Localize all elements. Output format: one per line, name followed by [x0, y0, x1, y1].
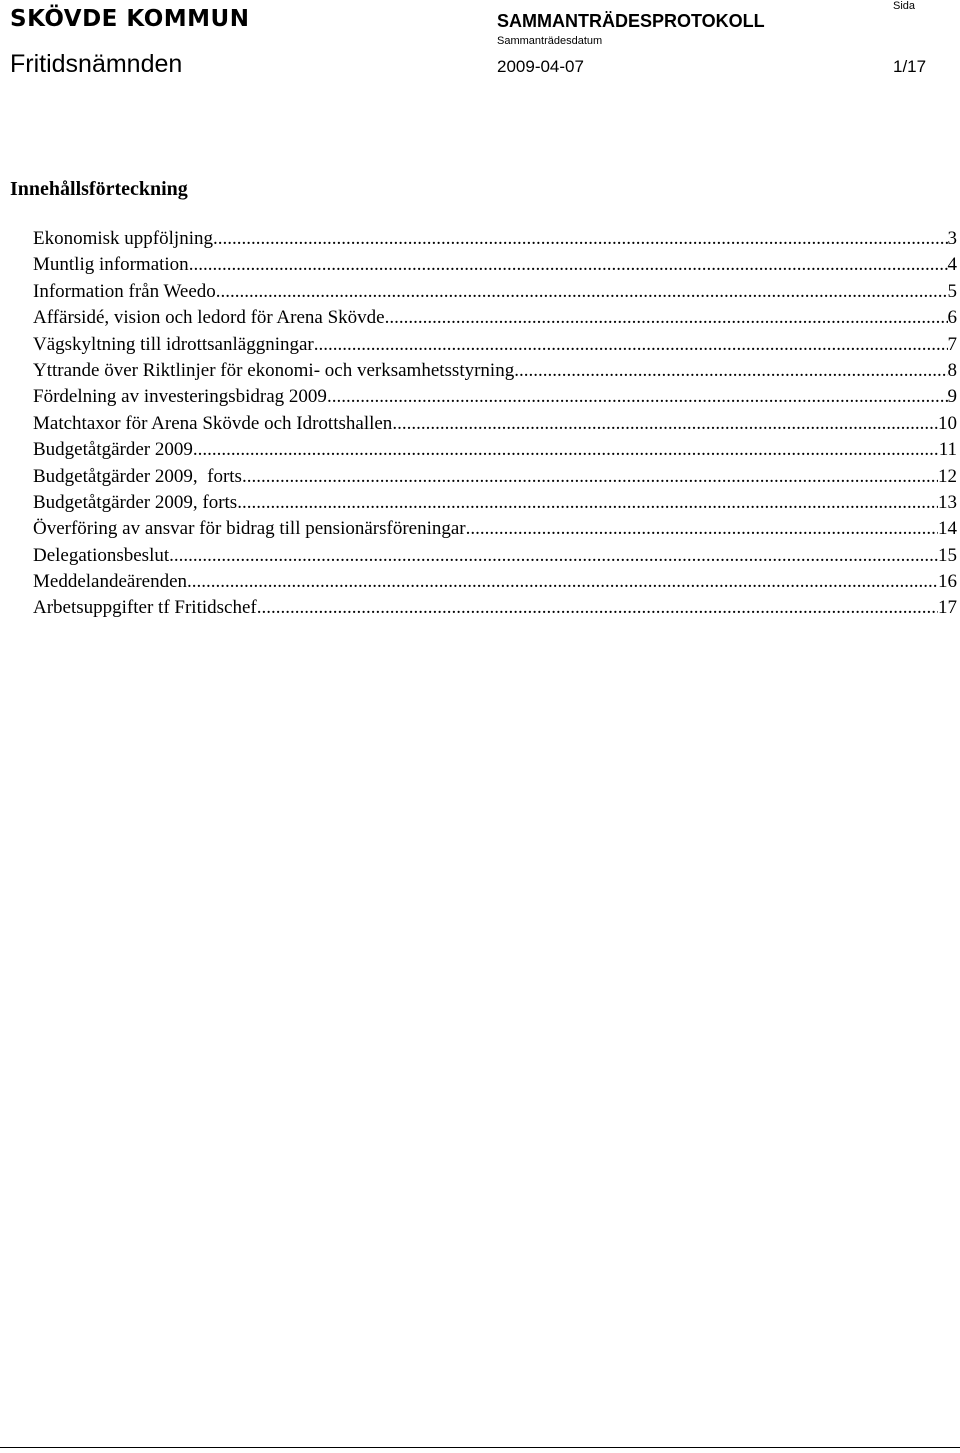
toc-dot-leader [242, 490, 938, 516]
toc-entry-page: 4 [947, 254, 957, 276]
toc-dot-leader [193, 437, 939, 463]
toc-entry[interactable] [33, 543, 957, 569]
toc-entry[interactable] [33, 411, 957, 437]
meeting-date-label: Sammanträdesdatum [497, 35, 603, 47]
toc-entry-page: 9 [947, 386, 957, 408]
toc-dot-leader [189, 252, 948, 278]
toc-dot-leader [213, 226, 948, 252]
toc-entry-title: Meddelandeärenden [33, 571, 188, 593]
toc-dot-leader [514, 358, 947, 384]
toc-entry-title: Arbetsuppgifter tf Fritidschef [33, 597, 257, 619]
toc-entry[interactable] [33, 464, 957, 490]
table-of-contents [33, 226, 957, 622]
toc-entry[interactable] [33, 490, 957, 516]
toc-entry-page: 13 [938, 491, 957, 513]
toc-entry-page: 12 [938, 465, 957, 487]
toc-entry-title: Delegationsbeslut [33, 544, 170, 566]
toc-entry[interactable] [33, 569, 957, 595]
toc-dot-leader [247, 464, 938, 490]
toc-entry-page: 8 [947, 359, 957, 381]
toc-entry-page: 6 [947, 307, 957, 329]
toc-entry-title: Vägskyltning till idrottsanläggningar [33, 333, 314, 355]
toc-entry-page: 16 [938, 571, 957, 593]
toc-entry[interactable] [33, 332, 957, 358]
toc-entry-page: 7 [947, 333, 957, 355]
toc-entry-title: Matchtaxor för Arena Skövde och Idrottshallen [33, 412, 393, 434]
toc-entry-page: 14 [938, 518, 957, 540]
toc-entry[interactable] [33, 384, 957, 410]
toc-dot-leader [385, 305, 948, 331]
committee-name: Fritidsnämnden [10, 50, 183, 78]
toc-dot-leader [392, 411, 938, 437]
organization-logo: SKÖVDE KOMMUN [10, 6, 250, 32]
toc-entry-title: Budgetåtgärder 2009, forts. [33, 491, 242, 513]
toc-entry[interactable] [33, 305, 957, 331]
page-label: Sida [893, 0, 916, 12]
toc-entry-page: 3 [947, 228, 957, 249]
toc-entry[interactable] [33, 226, 957, 252]
toc-entry-title: Budgetåtgärder 2009 [33, 439, 193, 461]
toc-entry-title: Ekonomisk uppföljning [33, 228, 213, 249]
toc-dot-leader [257, 595, 938, 621]
toc-entry-title: Yttrande över Riktlinjer för ekonomi- och verksamhetsstyrning [33, 359, 515, 381]
page-number: 1/17 [893, 57, 927, 76]
footer-divider [0, 1447, 960, 1448]
toc-entry[interactable] [33, 437, 957, 463]
meeting-date: 2009-04-07 [497, 57, 584, 76]
toc-dot-leader [466, 516, 938, 542]
document-type: SAMMANTRÄDESPROTOKOLL [497, 11, 765, 31]
toc-dot-leader [327, 384, 948, 410]
toc-entry[interactable] [33, 252, 957, 278]
toc-entry-page: 10 [938, 412, 957, 434]
toc-entry-title: Budgetåtgärder 2009, forts. [33, 465, 247, 487]
toc-dot-leader [169, 543, 938, 569]
toc-heading: Innehållsförteckning [10, 178, 188, 200]
toc-entry-title: Affärsidé, vision och ledord för Arena Skövde [33, 307, 385, 329]
toc-entry-title: Information från Weedo [33, 280, 216, 302]
toc-entry-title: Överföring av ansvar för bidrag till pensionärsföreningar [33, 518, 466, 540]
toc-entry[interactable] [33, 516, 957, 542]
toc-entry-page: 15 [938, 544, 957, 566]
toc-entry-title: Muntlig information [33, 254, 189, 276]
toc-entry[interactable] [33, 279, 957, 305]
toc-entry-page: 17 [938, 597, 957, 619]
toc-entry[interactable] [33, 595, 957, 621]
toc-entry-page: 11 [938, 439, 957, 461]
toc-entry-page: 5 [947, 280, 957, 302]
toc-dot-leader [314, 332, 948, 358]
toc-dot-leader [187, 569, 938, 595]
toc-entry[interactable] [33, 358, 957, 384]
toc-dot-leader [216, 279, 948, 305]
toc-entry-title: Fördelning av investeringsbidrag 2009 [33, 386, 327, 408]
